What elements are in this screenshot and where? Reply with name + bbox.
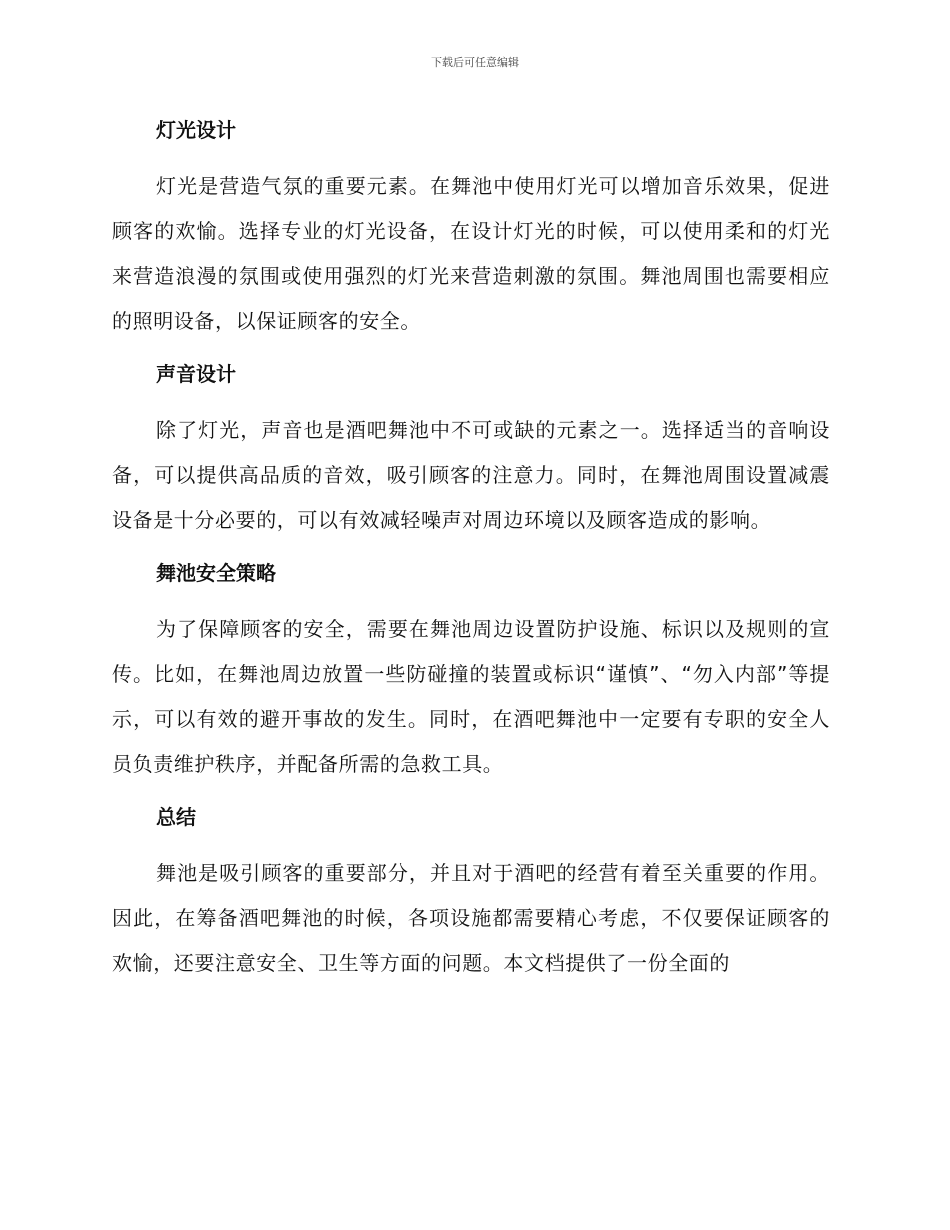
section-title: 灯光设计 bbox=[156, 118, 236, 142]
section-dance-floor-safety bbox=[112, 551, 830, 787]
section-summary bbox=[112, 795, 830, 986]
section-sound-design bbox=[112, 352, 830, 543]
document-body bbox=[112, 108, 830, 986]
section-paragraph: 除了灯光，声音也是酒吧舞池中不可或缺的元素之一。选择适当的音响设备，可以提供高品质的音效，吸引顾客的注意力。同时，在舞池周围设置减震设备是十分必要的，可以有效减轻噪声对周边环境以及顾客造成的影响。 bbox=[112, 418, 830, 532]
page-header-note: 下载后可任意编辑 bbox=[431, 56, 519, 69]
section-title: 总结 bbox=[156, 805, 196, 829]
section-paragraph: 灯光是营造气氛的重要元素。在舞池中使用灯光可以增加音乐效果，促进顾客的欢愉。选择专业的灯光设备，在设计灯光的时候，可以使用柔和的灯光来营造浪漫的氛围或使用强烈的灯光来营造刺激的氛围。舞池周围也需要相应的照明设备，以保证顾客的安全。 bbox=[112, 174, 830, 333]
section-lighting-design bbox=[112, 108, 830, 344]
section-paragraph: 舞池是吸引顾客的重要部分，并且对于酒吧的经营有着至关重要的作用。因此，在筹备酒吧舞池的时候，各项设施都需要精心考虑，不仅要保证顾客的欢愉，还要注意安全、卫生等方面的问题。本文档提供了一份全面的 bbox=[112, 861, 830, 975]
section-title: 声音设计 bbox=[156, 362, 236, 386]
section-paragraph: 为了保障顾客的安全，需要在舞池周边设置防护设施、标识以及规则的宣传。比如，在舞池周边放置一些防碰撞的装置或标识“谨慎”、“勿入内部”等提示，可以有效的避开事故的发生。同时，在酒吧舞池中一定要有专职的安全人员负责维护秩序，并配备所需的急救工具。 bbox=[112, 617, 830, 776]
section-title: 舞池安全策略 bbox=[156, 561, 276, 585]
